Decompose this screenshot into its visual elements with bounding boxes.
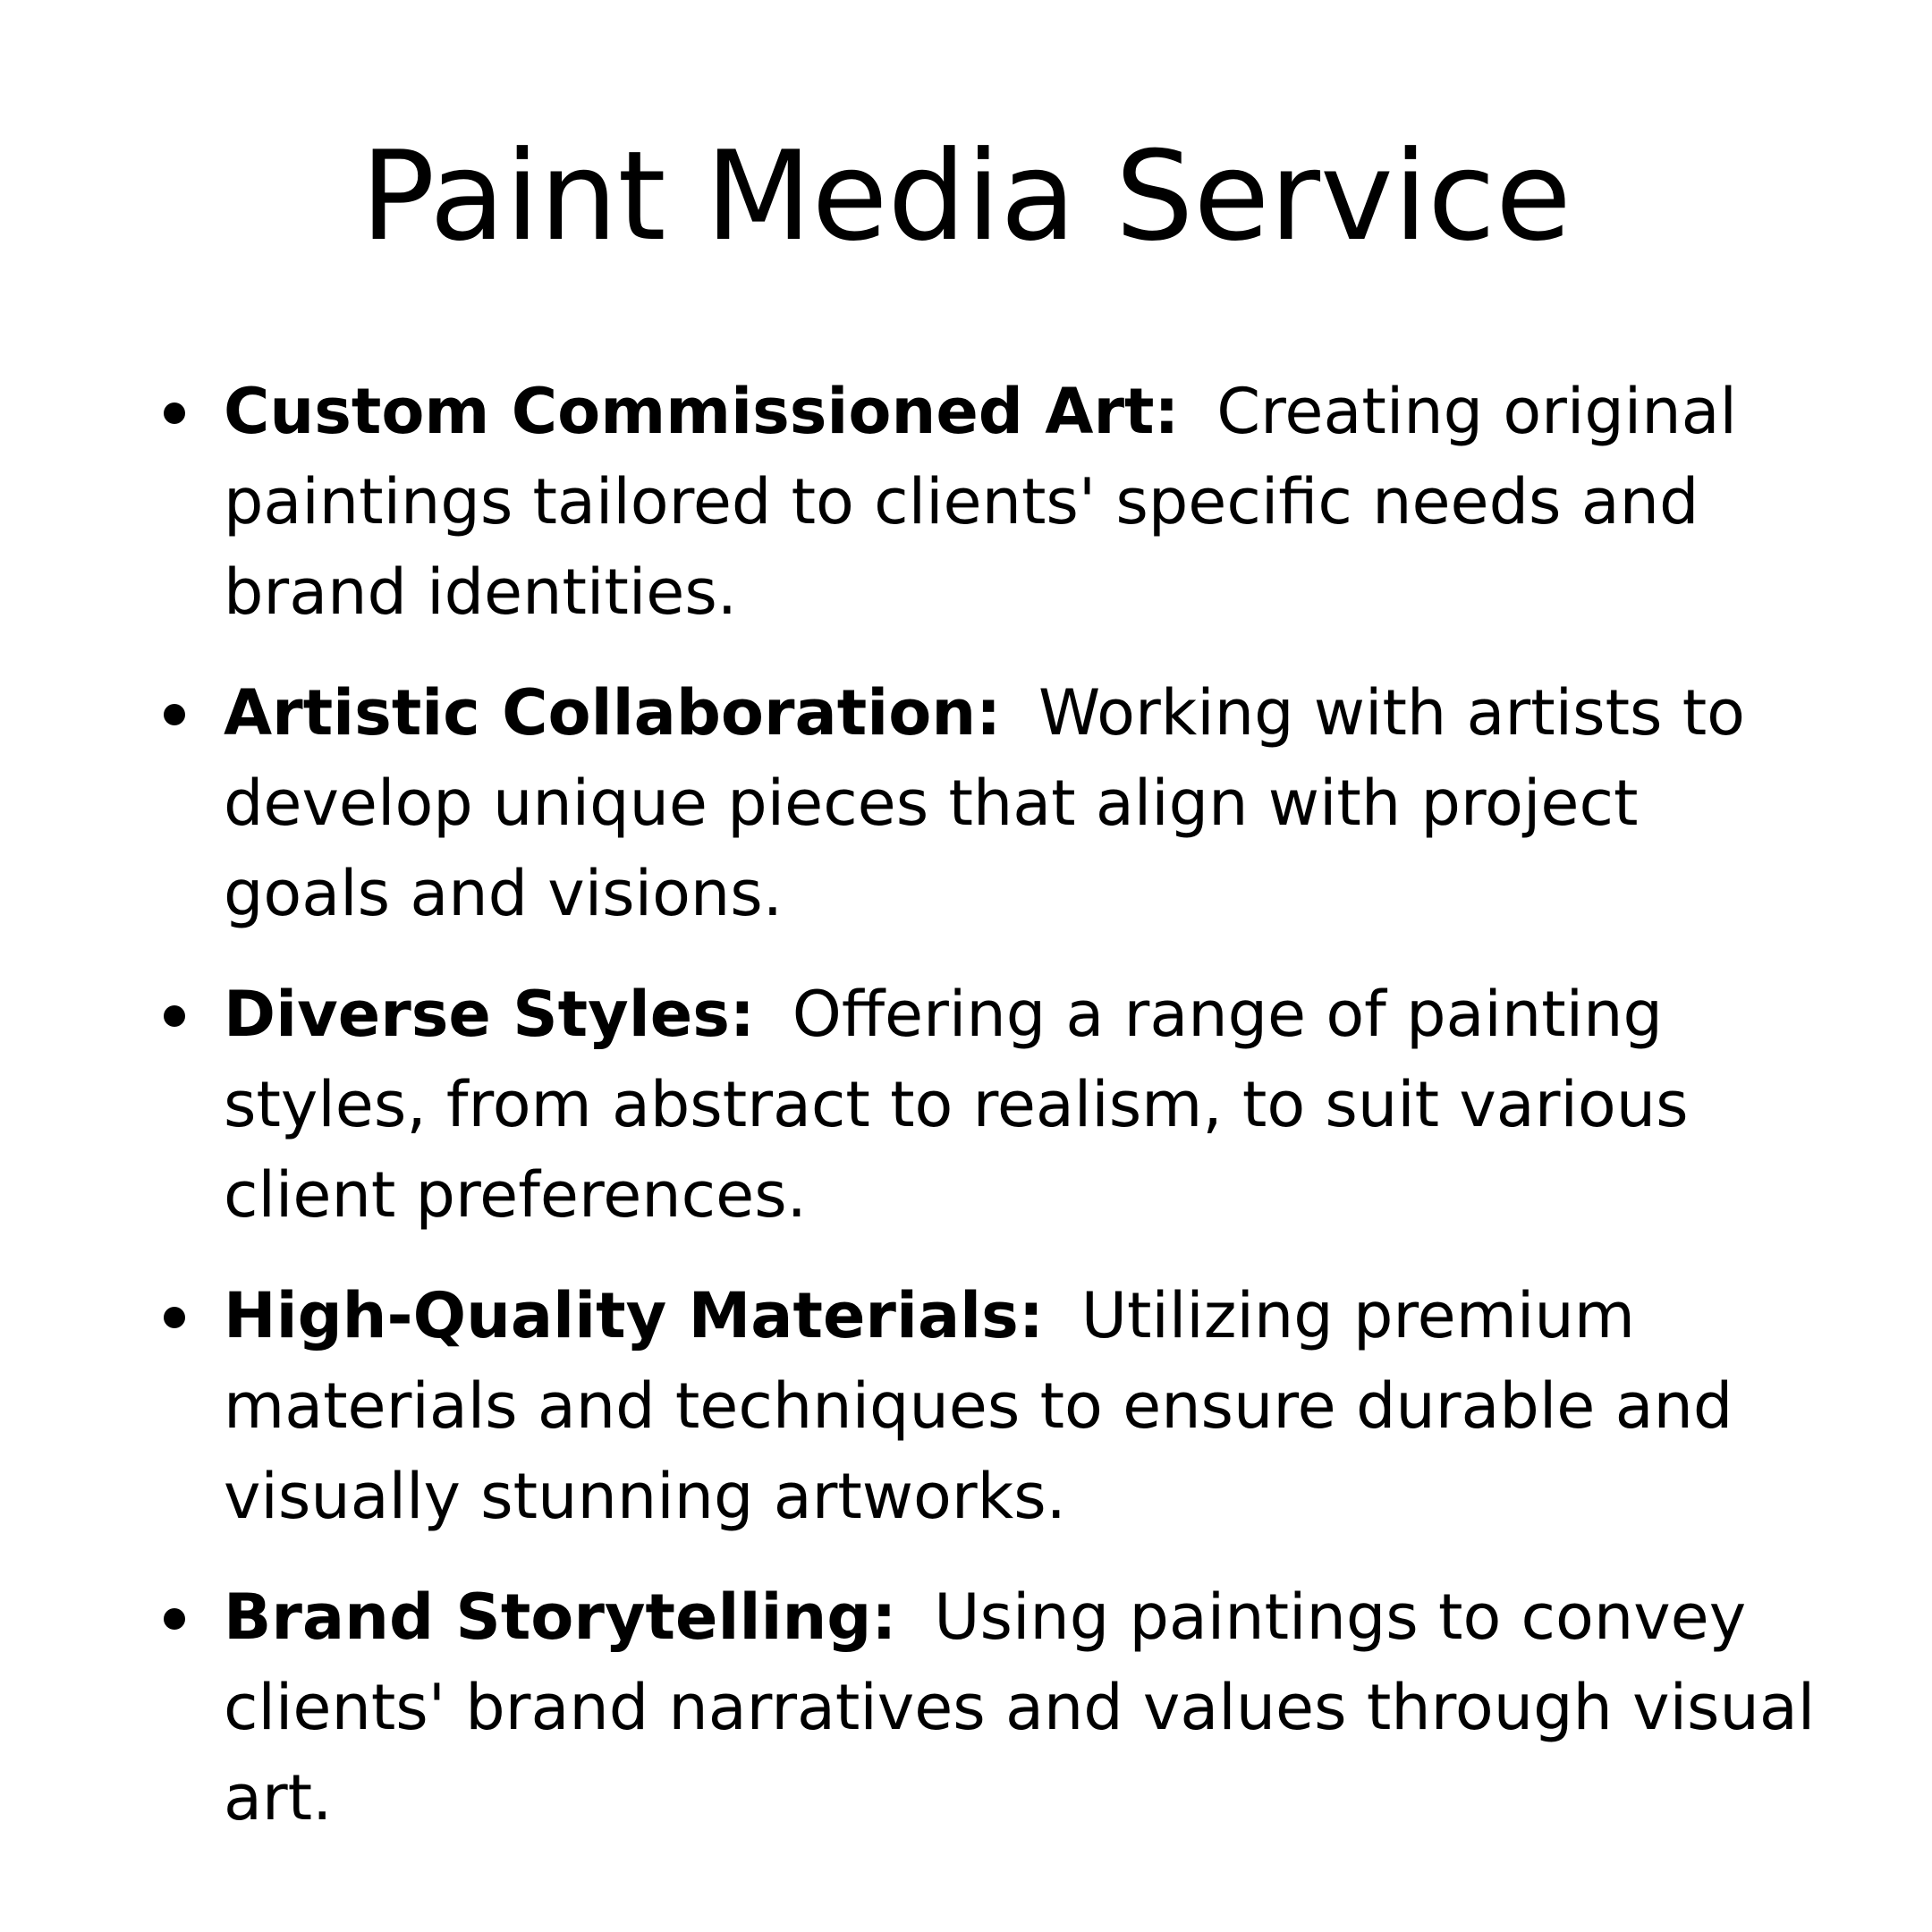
service-term: Diverse Styles:: [224, 978, 755, 1051]
service-item-custom-commissioned-art: [0, 367, 1816, 638]
service-description: Using paintings to convey clients' brand narratives and values through visual art.: [224, 1580, 1816, 1835]
service-term: Brand Storytelling:: [224, 1580, 897, 1654]
bullet-icon: [164, 704, 185, 725]
service-term: High-Quality Materials:: [224, 1279, 1044, 1352]
service-item-artistic-collaboration: [0, 668, 1816, 939]
service-term: Artistic Collaboration:: [224, 676, 1002, 750]
bullet-icon: [164, 1307, 185, 1328]
bullet-icon: [164, 1005, 185, 1027]
service-item-diverse-styles: [0, 970, 1816, 1241]
service-list: [0, 367, 1932, 1874]
service-item-high-quality-materials: [0, 1271, 1816, 1542]
service-item-brand-storytelling: [0, 1572, 1816, 1843]
service-description: Creating original paintings tailored to clients' specific needs and brand identities.: [224, 375, 1737, 629]
service-description: Working with artists to develop unique pieces that align with project goals and visions.: [224, 676, 1746, 930]
bullet-icon: [164, 1608, 185, 1630]
service-term: Custom Commissioned Art:: [224, 375, 1180, 448]
page-title: Paint Media Service: [360, 124, 1572, 268]
service-description: Offering a range of painting styles, from abstract to realism, to suit various client preferences.: [224, 978, 1689, 1232]
bullet-icon: [164, 402, 185, 424]
service-description: Utilizing premium materials and techniques to ensure durable and visually stunning artworks.: [224, 1279, 1733, 1533]
